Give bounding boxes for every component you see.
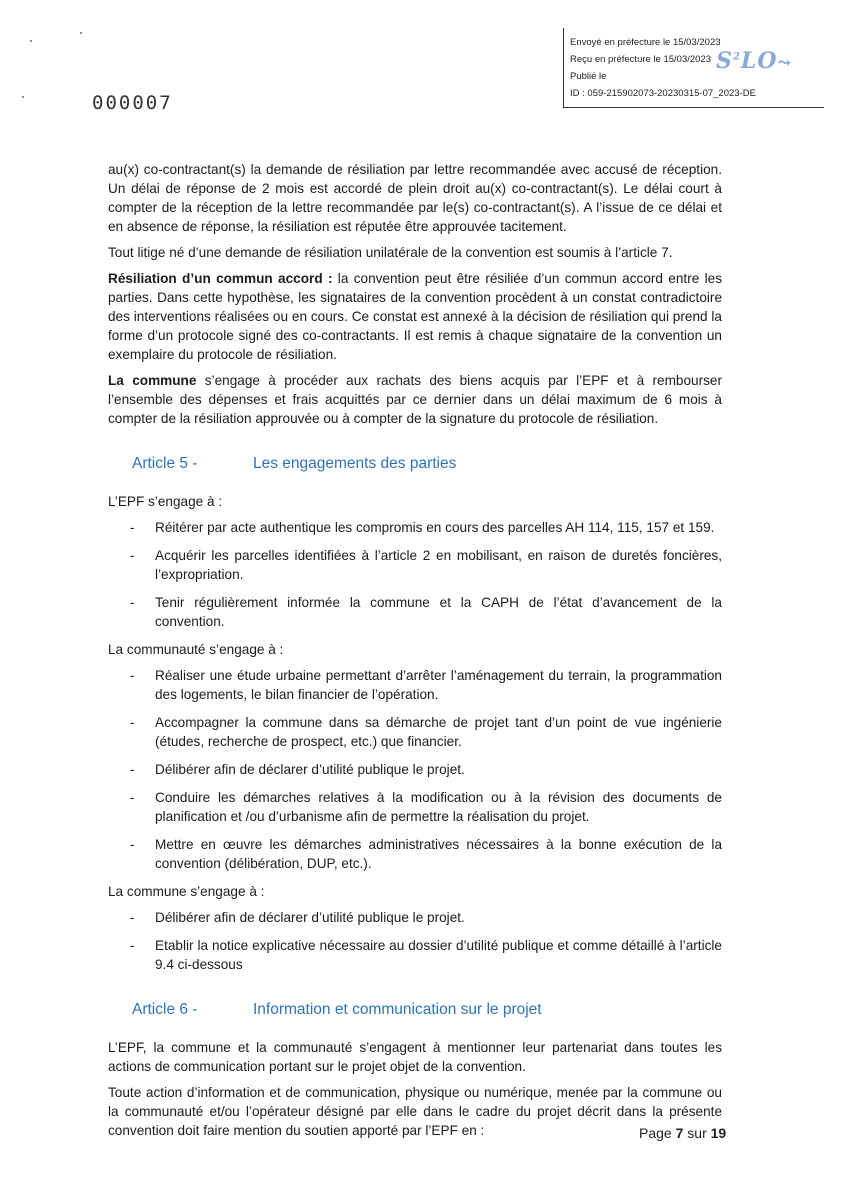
paragraph: L’EPF, la commune et la communauté s’engagent à mentionner leur partenariat dans toutes les actions de communication portant sur le projet objet de la convention. [108, 1040, 722, 1074]
list-item: - Conduire les démarches relatives à la modification ou à la révision des documents de planification et /ou d’urbanisme afin de permettre la réalisation du projet. [108, 788, 722, 826]
stamp-received-date: Reçu en préfecture le 15/03/2023 [570, 54, 712, 65]
paragraph [108, 269, 722, 364]
article-title: Les engagements des parties [253, 455, 457, 472]
list-item: - Réitérer par acte authentique les compromis en cours des parcelles AH 114, 115, 157 et 159. [108, 518, 722, 537]
communaute-commitments-list [108, 666, 722, 873]
paragraph-text: la convention peut être résiliée d’un commun accord entre les parties. Dans cette hypothèse, les signataires de la convention procèdent à un constat contradictoire des interventions réalisées ou en cours. Ce constat est annexé à la décision de résiliation qui prend la forme d’un protocole signé des co-contractants. Il est remis à chaque signataire de la convention un exemplaire du protocole de résiliation. [108, 271, 722, 362]
article-number: Article 6 - [132, 1001, 198, 1018]
page-label: Page [639, 1125, 672, 1141]
article-6-heading [108, 988, 722, 1032]
list-item: - Tenir régulièrement informée la commune et la CAPH de l’état d’avancement de la convention. [108, 593, 722, 631]
prefecture-stamp [563, 28, 824, 108]
list-intro: La communauté s’engage à : [108, 642, 284, 657]
list-item: - Délibérer afin de déclarer d’utilité publique le projet. [108, 760, 722, 779]
paragraph: au(x) co-contractant(s) la demande de résiliation par lettre recommandée avec accusé de réception. Un délai de réponse de 2 mois est accordé de plein droit au(x) co-contractant(s). Le délai court à compter de la réception de la lettre recommandée par le(s) co-contractant(s). A l’issue de ce délai et en absence de réponse, la résiliation est réputée être approuvée tacitement. [108, 162, 722, 234]
paragraph [108, 371, 722, 428]
article-5-heading [108, 442, 722, 486]
page-total: 19 [710, 1125, 727, 1141]
list-item: - Mettre en œuvre les démarches administratives nécessaires à la bonne exécution de la convention (délibération, DUP, etc.). [108, 835, 722, 873]
scan-speck [80, 32, 82, 34]
list-item: - Délibérer afin de déclarer d’utilité publique le projet. [108, 908, 722, 927]
scan-speck [22, 96, 24, 98]
paragraph-heading: Résiliation d’un commun accord : [108, 271, 333, 286]
stamp-sent-date: Envoyé en préfecture le 15/03/2023 [570, 37, 721, 48]
article-number: Article 5 - [132, 455, 198, 472]
list-intro: La commune s’engage à : [108, 884, 265, 899]
document-number: 000007 [92, 92, 173, 114]
page-current: 7 [675, 1125, 684, 1141]
paragraph-text: s’engage à procéder aux rachats des biens acquis par l’EPF et à rembourser l’ensemble des dépenses et frais acquittés par ce dernier dans un délai maximum de 6 mois à compter de la résiliation approuvée ou à compter de la signature du protocole de résiliation. [108, 373, 722, 426]
paragraph: Toute action d’information et de communication, physique ou numérique, menée par la commune ou la communauté et/ou l’opérateur désigné par elle dans le cadre du projet décrit dans la présente convention doit faire mention du soutien apporté par l’EPF en : [108, 1085, 722, 1138]
stamp-published: Publié le [570, 71, 607, 82]
page-separator: sur [687, 1125, 707, 1141]
paragraph: Tout litige né d’une demande de résiliation unilatérale de la convention est soumis à l’article 7. [108, 245, 673, 260]
list-intro: L’EPF s’engage à : [108, 494, 223, 509]
page-body [108, 160, 722, 1147]
list-item: - Accompagner la commune dans sa démarche de projet tant d’un point de vue ingénierie (études, recherche de prospect, etc.) que financier. [108, 713, 722, 751]
scan-speck [30, 40, 32, 42]
commune-commitments-list [108, 908, 722, 974]
epf-commitments-list [108, 518, 722, 631]
article-title: Information et communication sur le projet [253, 1001, 542, 1018]
list-item: - Acquérir les parcelles identifiées à l’article 2 en mobilisant, en raison de duretés foncières, l’expropriation. [108, 546, 722, 584]
paragraph-heading: La commune [108, 373, 197, 388]
stamp-id: ID : 059-215902073-20230315-07_2023-DE [570, 88, 756, 99]
list-item: - Réaliser une étude urbaine permettant d’arrêter l’aménagement du terrain, la programmation des logements, le bilan financier de l’opération. [108, 666, 722, 704]
s2lo-logo: $S^2LO⤳$ [716, 48, 792, 74]
list-item: - Etablir la notice explicative nécessaire au dossier d’utilité publique et comme détaillé à l’article 9.4 ci-dessous [108, 936, 722, 974]
page-number [639, 1125, 726, 1141]
